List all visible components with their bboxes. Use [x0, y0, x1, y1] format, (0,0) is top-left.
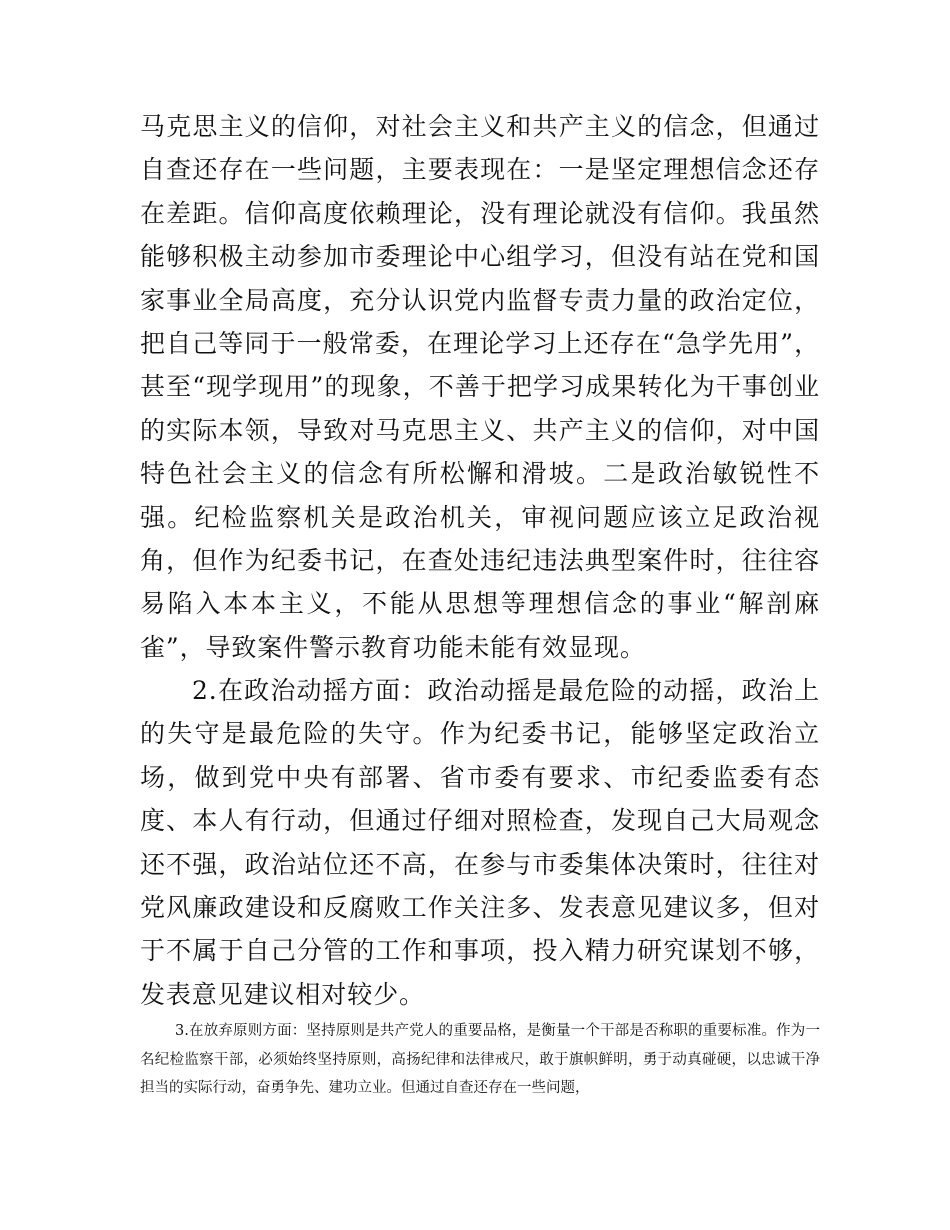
body-paragraph-political-wavering: 2.在政治动摇方面：政治动摇是最危险的动摇，政治上的失守是最危险的失守。作为纪委书记，能够坚定政治立场，做到党中央有部署、省市委有要求、市纪委监委有态度、本人有行动，但通过仔细对照检查，发现自己大局观念还不强，政治站位还不高，在参与市委集体决策时，往往对党风廉政建设和反腐败工作关注多、发表意见建议多，但对于不属于自己分管的工作和事项，投入精力研究谋划不够，发表意见建议相对较少。 [140, 676, 820, 1009]
body-paragraph-principles: 3.在放弃原则方面：坚持原则是共产党人的重要品格，是衡量一个干部是否称职的重要标准。作为一名纪检监察干部，必须始终坚持原则，高扬纪律和法律戒尺，敢于旗帜鲜明，勇于动真碰硬，以忠诚干净担当的实际行动，奋勇争先、建功立业。但通过自查还存在一些问题， [140, 1023, 820, 1096]
body-paragraph-ideals: 马克思主义的信仰，对社会主义和共产主义的信念，但通过自查还存在一些问题，主要表现在：一是坚定理想信念还存在差距。信仰高度依赖理论，没有理论就没有信仰。我虽然能够积极主动参加市委理论中心组学习，但没有站在党和国家事业全局高度，充分认识党内监督专责力量的政治定位，把自己等同于一般常委，在理论学习上还存在“急学先用”，甚至“现学现用”的现象，不善于把学习成果转化为干事创业的实际本领，导致对马克思主义、共产主义的信仰，对中国特色社会主义的信念有所松懈和滑坡。二是政治敏锐性不强。纪检监察机关是政治机关，审视问题应该立足政治视角，但作为纪委书记，在查处违纪违法典型案件时，往往容易陷入本本主义，不能从思想等理想信念的事业“解剖麻雀”，导致案件警示教育功能未能有效显现。 [140, 112, 820, 662]
